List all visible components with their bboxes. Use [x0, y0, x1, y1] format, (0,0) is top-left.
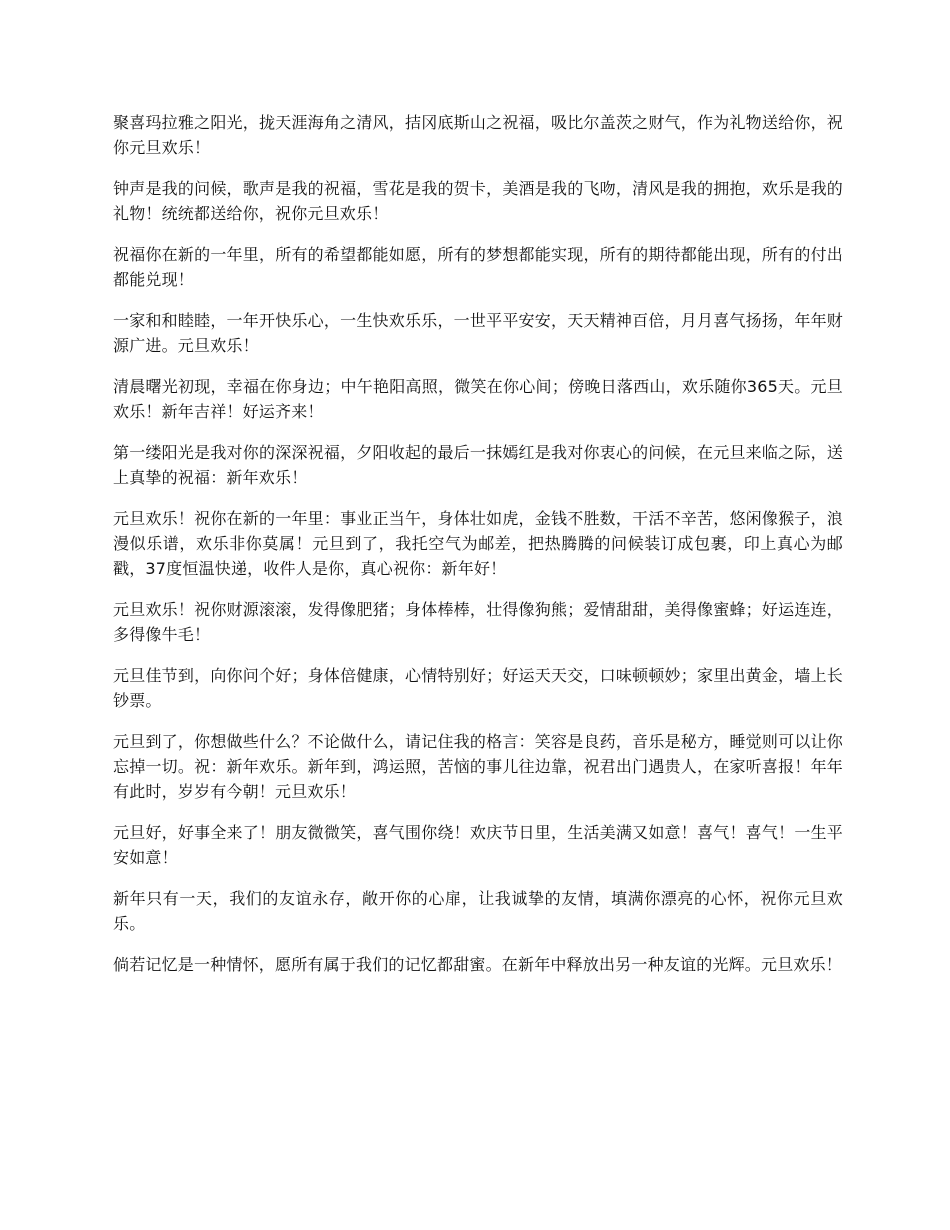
document-body: [113, 110, 843, 993]
paragraph: 清晨曙光初现，幸福在你身边；中午艳阳高照，微笑在你心间；傍晚日落西山，欢乐随你365天。元旦欢乐！新年吉祥！好运齐来！: [113, 377, 843, 421]
paragraph: 祝福你在新的一年里，所有的希望都能如愿，所有的梦想都能实现，所有的期待都能出现，所有的付出都能兑现！: [113, 245, 843, 289]
paragraph: 一家和和睦睦，一年开快乐心，一生快欢乐乐，一世平平安安，天天精神百倍，月月喜气扬扬，年年财源广进。元旦欢乐！: [113, 311, 843, 355]
paragraph: 元旦欢乐！祝你在新的一年里：事业正当午，身体壮如虎，金钱不胜数，干活不辛苦，悠闲像猴子，浪漫似乐谱，欢乐非你莫属！元旦到了，我托空气为邮差，把热腾腾的问候装订成包裹，印上真心为邮戳，37度恒温快递，收件人是你，真心祝你：新年好！: [113, 509, 843, 578]
paragraph: 钟声是我的问候，歌声是我的祝福，雪花是我的贺卡，美酒是我的飞吻，清风是我的拥抱，欢乐是我的礼物！统统都送给你，祝你元旦欢乐！: [113, 179, 843, 223]
paragraph: 第一缕阳光是我对你的深深祝福，夕阳收起的最后一抹嫣红是我对你衷心的问候，在元旦来临之际，送上真挚的祝福：新年欢乐！: [113, 443, 843, 487]
paragraph: 元旦好，好事全来了！朋友微微笑，喜气围你绕！欢庆节日里，生活美满又如意！喜气！喜气！一生平安如意！: [113, 823, 843, 867]
paragraph: 元旦到了，你想做些什么？不论做什么，请记住我的格言：笑容是良药，音乐是秘方，睡觉则可以让你忘掉一切。祝：新年欢乐。新年到，鸿运照，苦恼的事儿往边靠，祝君出门遇贵人，在家听喜报！年年有此时，岁岁有今朝！元旦欢乐！: [113, 732, 843, 801]
paragraph: 新年只有一天，我们的友谊永存，敞开你的心扉，让我诚挚的友情，填满你漂亮的心怀，祝你元旦欢乐。: [113, 889, 843, 933]
paragraph: 元旦佳节到，向你问个好；身体倍健康，心情特别好；好运天天交，口味顿顿妙；家里出黄金，墙上长钞票。: [113, 666, 843, 710]
paragraph: 元旦欢乐！祝你财源滚滚，发得像肥猪；身体棒棒，壮得像狗熊；爱情甜甜，美得像蜜蜂；好运连连，多得像牛毛！: [113, 600, 843, 644]
paragraph: 倘若记忆是一种情怀，愿所有属于我们的记忆都甜蜜。在新年中释放出另一种友谊的光辉。元旦欢乐！: [113, 955, 843, 974]
paragraph: 聚喜玛拉雅之阳光，拢天涯海角之清风，拮冈底斯山之祝福，吸比尔盖茨之财气，作为礼物送给你，祝你元旦欢乐！: [113, 113, 843, 157]
